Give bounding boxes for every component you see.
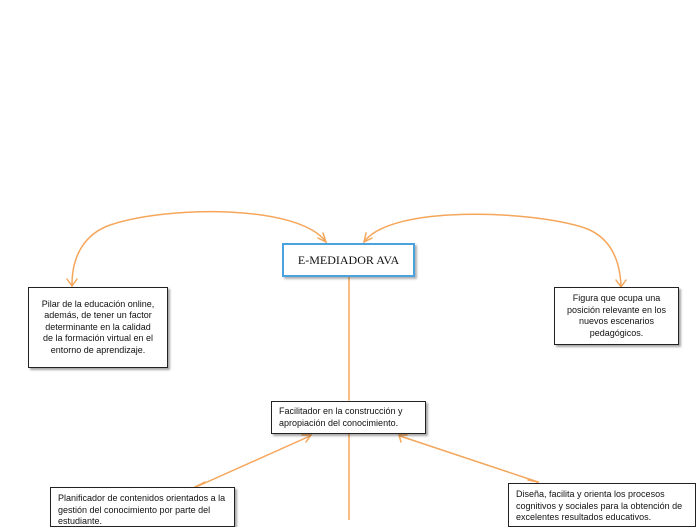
root-node-e-mediador[interactable] [282,243,415,277]
node-planificador-text: Planificador de contenidos orientados a la gestión del conocimiento por parte del estudiante. [58,493,226,526]
node-figura-text: Figura que ocupa una posición relevante en los nuevos escenarios pedagógicos. [566,293,667,338]
node-pilar[interactable] [28,287,168,368]
connector-facilitador-to-planificador [196,436,310,487]
node-facilitador-text: Facilitador en la construcción y apropiación del conocimiento. [279,406,403,428]
node-planificador[interactable] [50,487,235,527]
node-facilitador[interactable] [271,401,426,434]
node-figura[interactable] [554,287,679,345]
node-pilar-text: Pilar de la educación online, además, de tener un factor determinante en la calidad de la formación virtual en el entorno de aprendizaje. [41,298,155,355]
node-disena[interactable] [508,483,696,527]
root-node-label: E-MEDIADOR AVA [297,252,400,267]
node-disena-text: Diseña, facilita y orienta los procesos cognitivos y sociales para la obtención de excelentes resultados educativos. [516,489,683,522]
connector-facilitador-to-disena [400,436,538,482]
